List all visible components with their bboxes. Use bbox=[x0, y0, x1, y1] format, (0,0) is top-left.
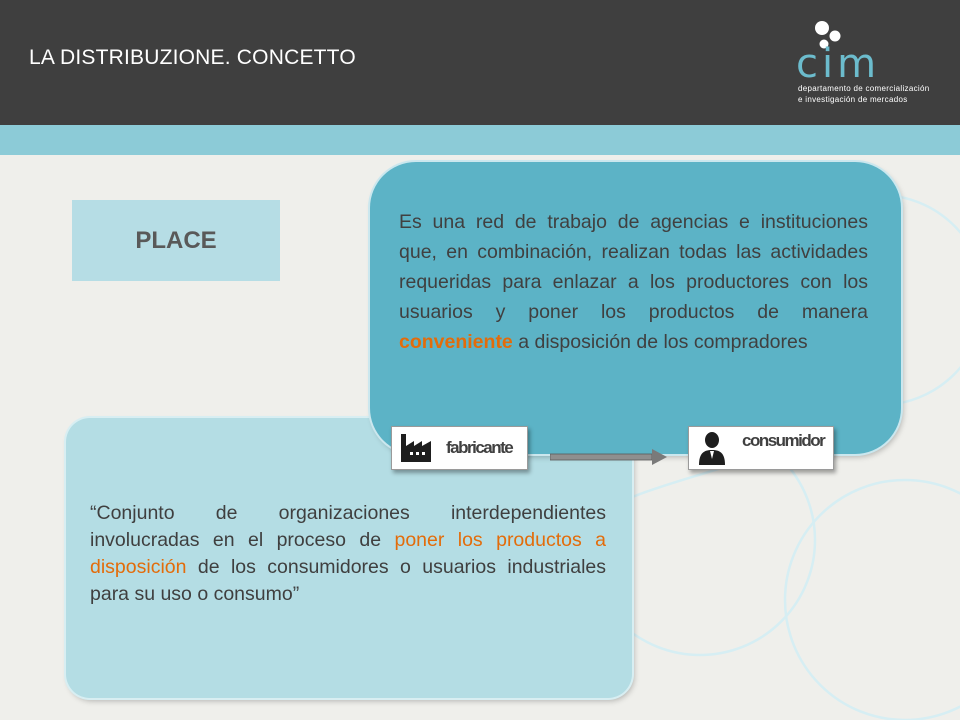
network-definition-box bbox=[370, 162, 901, 454]
cim-logo bbox=[796, 18, 946, 114]
accent-band bbox=[0, 125, 960, 155]
quote-text-end: de los consumidores o usuarios industriales para su uso o consumo” bbox=[90, 556, 606, 605]
network-text-start: Es una red de trabajo de agencias e instituciones que, en combinación, realizan todas las actividades requeridas para enlazar a los productores con los usuarios y poner los productos de manera bbox=[399, 211, 868, 323]
quote-highlight: poner los productos a disposición bbox=[90, 529, 606, 578]
person-icon bbox=[698, 431, 726, 465]
logo-text: cim bbox=[796, 41, 881, 87]
quote-definition-text bbox=[90, 500, 606, 608]
flow-arrow-icon bbox=[550, 448, 668, 466]
consumidor-card bbox=[688, 426, 834, 470]
slide-title: LA DISTRIBUZIONE. CONCETTO bbox=[29, 46, 356, 69]
logo-subtitle-1: departamento de comercialización bbox=[798, 84, 930, 93]
place-label: PLACE bbox=[135, 226, 217, 254]
consumidor-label: consumidor bbox=[742, 431, 825, 450]
quote-definition-box bbox=[66, 418, 632, 698]
network-highlight: conveniente bbox=[399, 331, 513, 353]
factory-icon bbox=[400, 434, 432, 462]
place-label-box bbox=[72, 200, 280, 281]
quote-text-start: “Conjunto de organizaciones interdependientes involucradas en el proceso de bbox=[90, 502, 606, 551]
network-definition-text bbox=[399, 207, 868, 357]
header-bar bbox=[0, 0, 960, 125]
logo-subtitle-2: e investigación de mercados bbox=[798, 95, 908, 104]
network-text-end: a disposición de los compradores bbox=[512, 331, 808, 353]
fabricante-label: fabricante bbox=[446, 438, 513, 457]
fabricante-card bbox=[391, 426, 528, 470]
